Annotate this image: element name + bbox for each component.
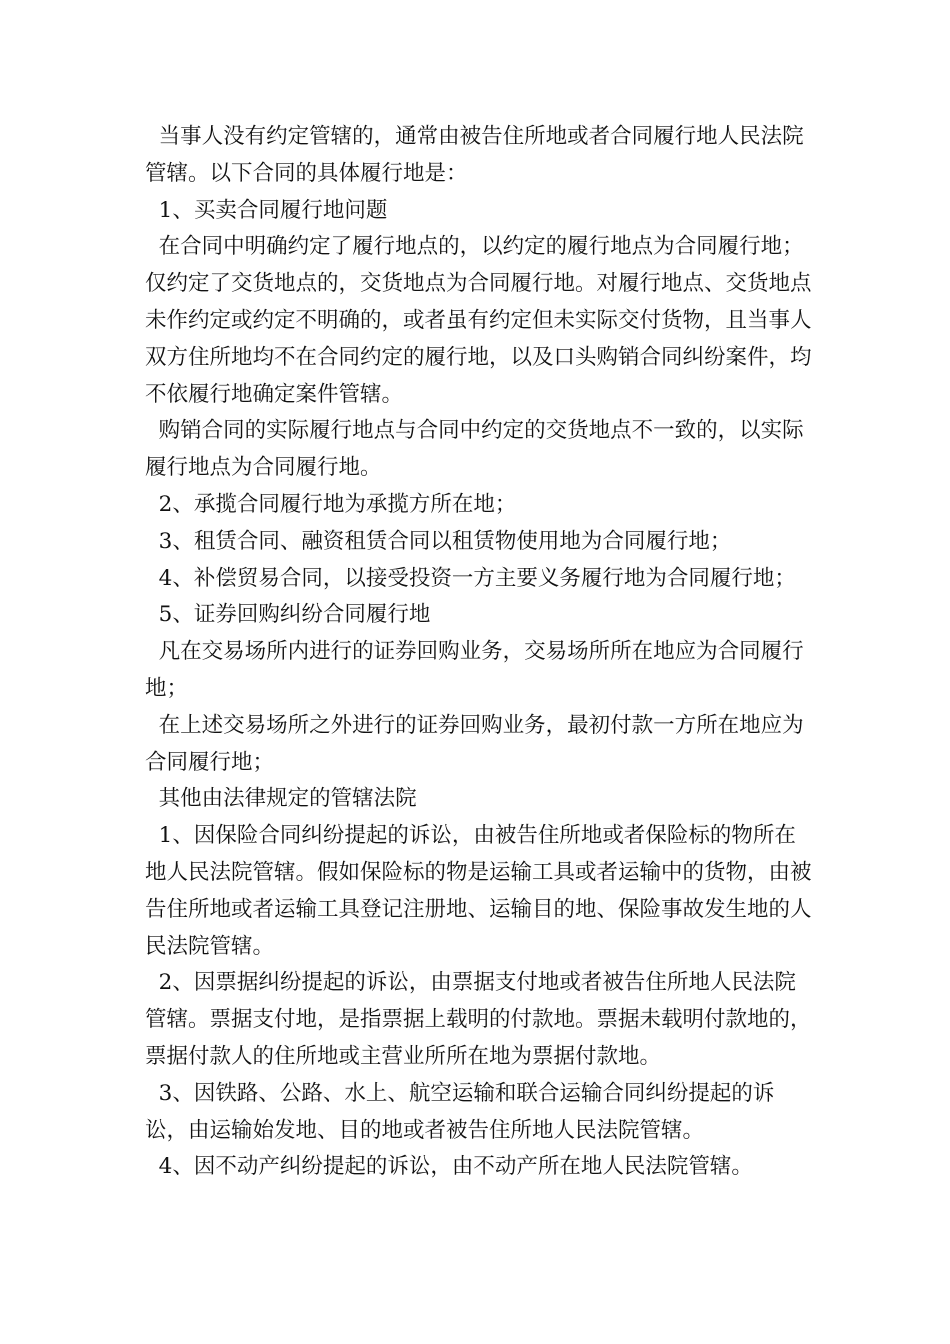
- list-item-leasing: 3、租赁合同、融资租赁合同以租赁物使用地为合同履行地；: [145, 528, 732, 554]
- list-item-contracting: 2、承揽合同履行地为承揽方所在地；: [145, 491, 517, 517]
- paragraph-sales-contract: 在合同中明确约定了履行地点的，以约定的履行地点为合同履行地；仅约定了交货地点的，交货地点为合同履行地。对履行地点、交货地点未作约定或约定不明确的，或者虽有约定但未实际交付货物，且当事人双方住所地均不在合同约定的履行地，以及口头购销合同纠纷案件，均不依履行地确定案件管辖。: [145, 234, 812, 407]
- document-body: [145, 119, 815, 1186]
- heading-other-courts: 其他由法律规定的管辖法院: [145, 786, 417, 812]
- list-item-insurance: 1、因保险合同纠纷提起的诉讼，由被告住所地或者保险标的物所在地人民法院管辖。假如保险标的物是运输工具或者运输中的货物，由被告住所地或者运输工具登记注册地、运输目的地、保险事故发生地的人民法院管辖。: [145, 823, 812, 959]
- paragraph-in-exchange: 凡在交易场所内进行的证券回购业务，交易场所所在地应为合同履行地；: [145, 639, 804, 701]
- paragraph-outside-exchange: 在上述交易场所之外进行的证券回购业务，最初付款一方所在地应为合同履行地；: [145, 712, 804, 775]
- list-item-compensation-trade: 4、补偿贸易合同，以接受投资一方主要义务履行地为合同履行地；: [145, 565, 796, 591]
- paragraph-intro: 当事人没有约定管辖的，通常由被告住所地或者合同履行地人民法院管辖。以下合同的具体履行地是：: [145, 124, 804, 186]
- list-item-real-estate: 4、因不动产纠纷提起的诉讼，由不动产所在地人民法院管辖。: [145, 1154, 753, 1180]
- heading-securities-repo: 5、证券回购纠纷合同履行地: [145, 602, 431, 628]
- list-item-transport: 3、因铁路、公路、水上、航空运输和联合运输合同纠纷提起的诉讼，由运输始发地、目的地或者被告住所地人民法院管辖。: [145, 1080, 775, 1143]
- heading-sales-contract: 1、买卖合同履行地问题: [145, 197, 388, 223]
- paragraph-actual-performance: 购销合同的实际履行地点与合同中约定的交货地点不一致的，以实际履行地点为合同履行地。: [145, 418, 804, 481]
- list-item-bills: 2、因票据纠纷提起的诉讼，由票据支付地或者被告住所地人民法院管辖。票据支付地，是指票据上载明的付款地。票据未载明付款地的，票据付款人的住所地或主营业所所在地为票据付款地。: [145, 970, 812, 1069]
